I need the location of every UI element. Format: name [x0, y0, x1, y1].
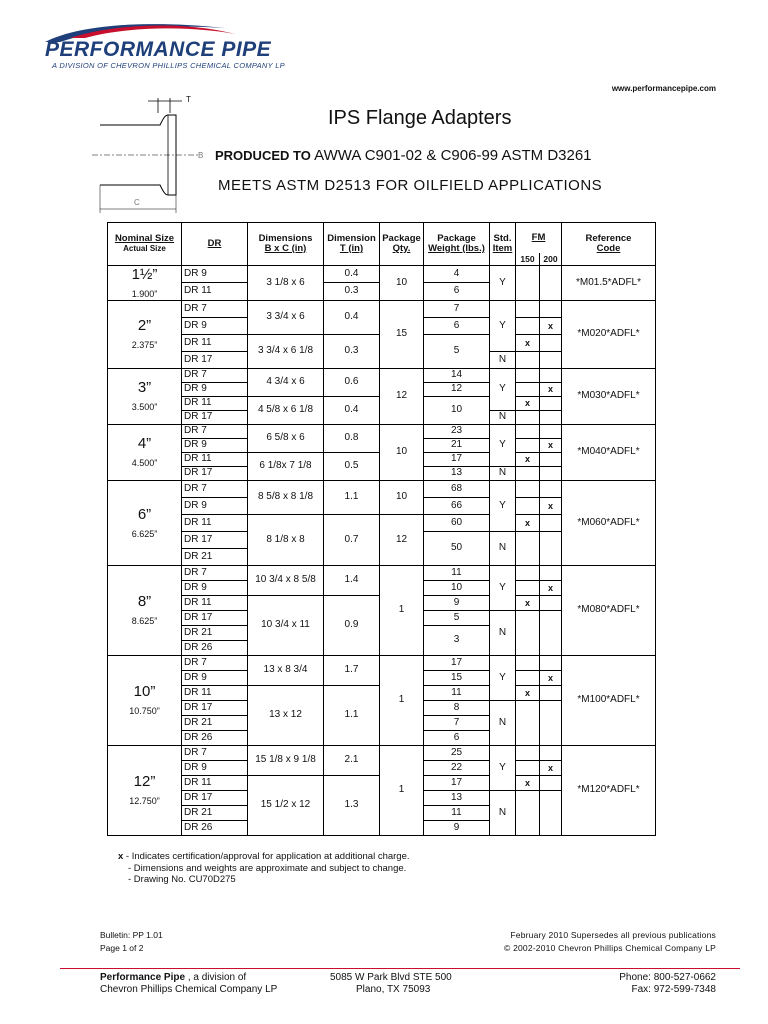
fm-mark: x [516, 514, 540, 531]
table-row: 2” 2.375” DR 7 3 3/4 x 6 0.4 15 7 Y *M020*ADFL* [108, 300, 656, 317]
note-line-3: - Drawing No. CU70D275 [128, 874, 236, 885]
table-row: 12” 12.750” DR 7 15 1/8 x 9 1/8 2.1 1 25 Y *M120*ADFL* [108, 745, 656, 760]
produced-to-lead: PRODUCED TO [215, 148, 311, 163]
flange-adapter-drawing [90, 95, 210, 215]
drawing-label-b: B [198, 151, 204, 160]
table-row: DR 11 6 1/8x 7 1/8 0.5 17 x [108, 452, 656, 466]
table-row: DR 9 15 x [108, 670, 656, 685]
table-row: 1½” 1.900” DR 9 3 1/8 x 6 0.4 10 4 Y *M01.5*ADFL* [108, 265, 656, 283]
footer-address-line2: Plano, TX 75093 [356, 984, 431, 995]
footer-contact [619, 972, 716, 996]
note-line-2: - Dimensions and weights are approximate and subject to change. [128, 862, 407, 874]
fm-mark: x [540, 382, 562, 396]
table-row: DR 17 8 N [108, 700, 656, 715]
table-row: DR 21 11 [108, 805, 656, 820]
table-row: DR 21 3 [108, 625, 656, 640]
page-title: IPS Flange Adapters [328, 107, 512, 129]
fm-mark: x [516, 685, 540, 700]
size-cell: 12” 12.750” [108, 745, 182, 835]
col-header-fm150: 150 [516, 253, 540, 266]
table-row: DR 17 13 N [108, 466, 656, 480]
copyright: © 2002-2010 Chevron Phillips Chemical Company LP [504, 943, 716, 953]
table-row: DR 11 3 3/4 x 6 1/8 0.3 5 x [108, 334, 656, 351]
footer-company-line2: Chevron Phillips Chemical Company LP [100, 984, 278, 995]
table-row: 8” 8.625” DR 7 10 3/4 x 8 5/8 1.4 1 11 Y *M080*ADFL* [108, 565, 656, 580]
size-cell: 6” 6.625” [108, 480, 182, 565]
bulletin-number: Bulletin: PP 1.01 [100, 930, 163, 940]
note-x-mark: x [118, 851, 124, 862]
col-header-dimension-t: Dimension T (in) [324, 223, 380, 266]
table-row: DR 26 9 [108, 820, 656, 835]
logo-subtitle: A DIVISION OF CHEVRON PHILLIPS CHEMICAL COMPANY LP [52, 61, 285, 70]
produced-to-standards: AWWA C901-02 & C906-99 ASTM D3261 [314, 147, 592, 164]
size-cell: 10” 10.750” [108, 655, 182, 745]
col-header-size: Nominal Size Actual Size [108, 223, 182, 266]
table-row: DR 26 [108, 640, 656, 655]
fm-mark: x [540, 438, 562, 452]
company-logo: PERFORMANCE PIPE [45, 38, 272, 61]
table-row: DR 11 8 1/8 x 8 0.7 12 60 x [108, 514, 656, 531]
table-row: DR 17 N [108, 351, 656, 368]
col-header-dr: DR [182, 223, 248, 266]
col-header-fm: FM [516, 223, 562, 253]
table-row: DR 11 4 5/8 x 6 1/8 0.4 10 x [108, 396, 656, 410]
footer-company: Performance Pipe , a division of Chevron Phillips Chemical Company LP [100, 972, 278, 995]
footer-phone[interactable]: Phone: 800-527-0662 [619, 972, 716, 983]
table-row: DR 9 10 x [108, 580, 656, 595]
table-row: DR 21 7 [108, 715, 656, 730]
size-cell: 2” 2.375” [108, 300, 182, 368]
drawing-label-t: T [186, 95, 191, 104]
table-row: DR 26 6 [108, 730, 656, 745]
spec-table [107, 222, 656, 836]
table-row: 10” 10.750” DR 7 13 x 8 3/4 1.7 1 17 Y *M100*ADFL* [108, 655, 656, 670]
table-row: DR 11 13 x 12 1.1 11 x [108, 685, 656, 700]
footer-fax: Fax: 972-599-7348 [631, 984, 716, 995]
table-row: DR 9 66 x [108, 497, 656, 514]
table-row: DR 11 15 1/2 x 12 1.3 17 x [108, 775, 656, 790]
table-row: DR 17 N [108, 410, 656, 424]
table-row: DR 17 5 N [108, 610, 656, 625]
fm-mark: x [516, 396, 540, 410]
footer-company-name: Performance Pipe [100, 972, 186, 983]
table-row: DR 21 [108, 548, 656, 565]
drawing-label-c: C [134, 198, 140, 207]
website-url[interactable]: www.performancepipe.com [611, 84, 716, 93]
table-row: DR 11 0.3 6 [108, 283, 656, 301]
table-row: DR 9 21 x [108, 438, 656, 452]
fm-mark: x [540, 497, 562, 514]
footer-address-line1: 5085 W Park Blvd STE 500 [330, 972, 452, 983]
table-header-row [108, 223, 656, 253]
col-header-fm200: 200 [540, 253, 562, 266]
table-row: 6” 6.625” DR 7 8 5/8 x 8 1/8 1.1 10 68 Y *M060*ADFL* [108, 480, 656, 497]
table-row: DR 17 50 N [108, 531, 656, 548]
size-cell: 4” 4.500” [108, 424, 182, 480]
meets-line: MEETS ASTM D2513 FOR OILFIELD APPLICATIONS [218, 177, 603, 194]
fm-mark: x [540, 670, 562, 685]
table-row: 3” 3.500” DR 7 4 3/4 x 6 0.6 12 14 Y *M030*ADFL* [108, 368, 656, 382]
size-cell: 3” 3.500” [108, 368, 182, 424]
bulletin-info [100, 929, 163, 955]
col-header-package-qty: Package Qty. [380, 223, 424, 266]
col-header-dimensions: Dimensions B x C (in) [248, 223, 324, 266]
publication-date: February 2010 Supersedes all previous publications [510, 930, 716, 940]
col-header-std-item: Std. Item [490, 223, 516, 266]
fm-mark: x [516, 775, 540, 790]
table-row: DR 9 12 x [108, 382, 656, 396]
col-header-package-weight: Package Weight (lbs.) [424, 223, 490, 266]
footer-divider [60, 968, 740, 969]
fm-mark: x [540, 580, 562, 595]
note-line-1: - Indicates certification/approval for application at additional charge. [123, 851, 410, 862]
table-row: 4” 4.500” DR 7 6 5/8 x 6 0.8 10 23 Y *M040*ADFL* [108, 424, 656, 438]
size-cell: 8” 8.625” [108, 565, 182, 655]
col-header-reference: Reference Code [562, 223, 656, 266]
produced-to-line [215, 147, 592, 164]
fm-mark: x [540, 760, 562, 775]
table-row: DR 11 10 3/4 x 11 0.9 9 x [108, 595, 656, 610]
footer-address [330, 972, 452, 996]
page-number: Page 1 of 2 [100, 943, 144, 953]
table-notes [118, 851, 410, 886]
fm-mark: x [516, 334, 540, 351]
table-row: DR 17 13 N [108, 790, 656, 805]
size-cell: 1½” 1.900” [108, 265, 182, 300]
fm-mark: x [516, 595, 540, 610]
table-row: DR 9 22 x [108, 760, 656, 775]
fm-mark: x [516, 452, 540, 466]
fm-mark: x [540, 317, 562, 334]
table-row: DR 9 6 x [108, 317, 656, 334]
publication-info [504, 929, 716, 955]
